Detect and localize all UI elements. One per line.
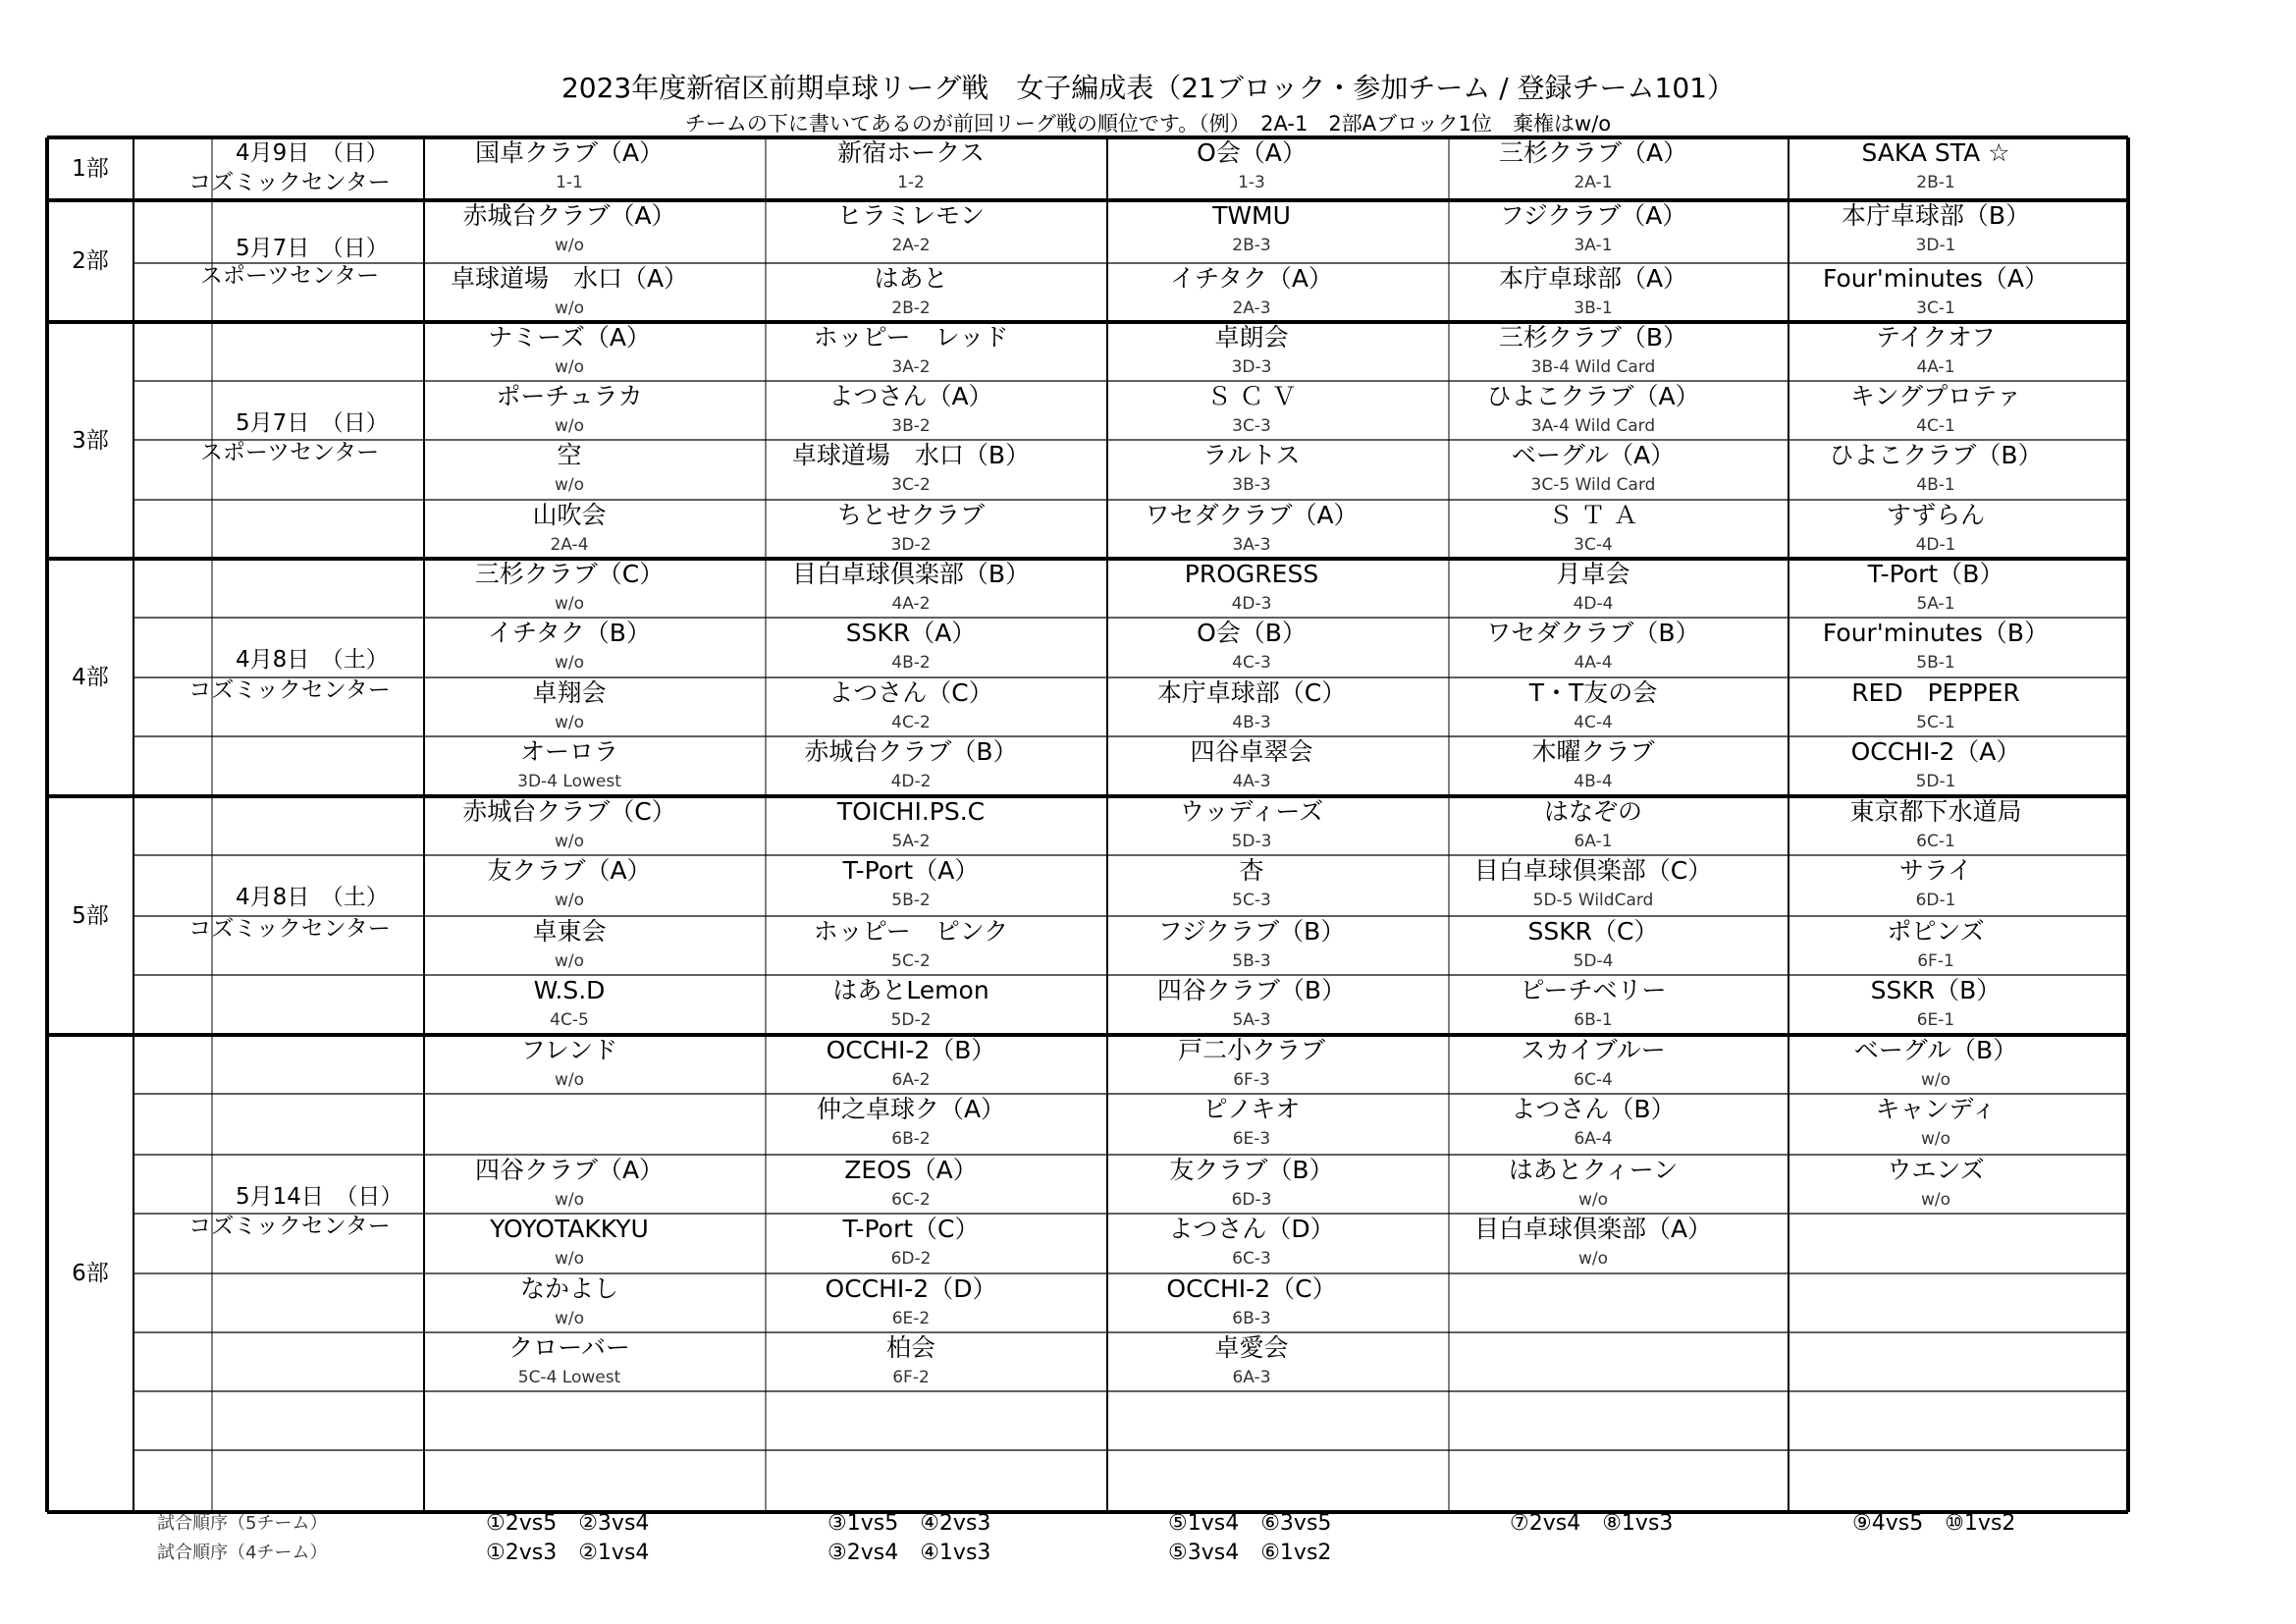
previous-rank: 5C-4 Lowest: [517, 1368, 621, 1387]
previous-rank: 5D-3: [1231, 832, 1272, 851]
previous-rank: 5A-2: [891, 832, 931, 851]
division-date: 4月8日 （土）: [236, 647, 389, 673]
team-name: ピノキオ: [1202, 1095, 1301, 1123]
previous-rank: w/o: [554, 1249, 585, 1269]
previous-rank: 5C-3: [1232, 891, 1271, 910]
previous-rank: 4A-2: [891, 594, 931, 614]
previous-rank: 1-1: [556, 173, 583, 192]
team-name: RED PEPPER: [1851, 678, 2020, 707]
team-name: Four'minutes（A）: [1822, 264, 2050, 293]
division-venue: スポーツセンター: [199, 440, 380, 465]
previous-rank: 2B-1: [1916, 173, 1955, 192]
team-name: ひよこクラブ（B）: [1829, 441, 2043, 469]
previous-rank: 3D-2: [890, 535, 932, 555]
team-name: ピーチベリー: [1520, 976, 1667, 1004]
previous-rank: 5B-1: [1916, 653, 1955, 673]
team-name: ホッピー レッド: [813, 323, 1009, 352]
division-name: 3部: [72, 427, 109, 454]
team-name: O会（B）: [1197, 619, 1307, 647]
division-venue: コズミックセンター: [188, 916, 391, 942]
previous-rank: 4C-5: [550, 1010, 589, 1030]
team-name: ベーグル（A）: [1511, 441, 1676, 469]
previous-rank: 4C-2: [891, 713, 931, 732]
previous-rank: 6E-1: [1916, 1010, 1955, 1030]
team-name: ワセダクラブ（B）: [1486, 619, 1700, 647]
previous-rank: 3B-1: [1574, 298, 1613, 318]
previous-rank: w/o: [554, 416, 585, 436]
team-name: ウエンズ: [1887, 1156, 1985, 1184]
team-name: 卓球道場 水口（B）: [791, 441, 1031, 469]
division-date: 4月8日 （土）: [236, 885, 389, 910]
previous-rank: w/o: [554, 1190, 585, 1210]
team-name: よつさん（A）: [828, 382, 993, 410]
team-name: 卓球道場 水口（A）: [450, 264, 689, 293]
match-order-five-item: ⑦2vs4 ⑧1vs3: [1510, 1511, 1674, 1536]
ranking-note: チームの下に書いてあるのが前回リーグ戦の順位です。（例） 2A-1 2部Aブロック1位 棄権はw/o: [684, 112, 1612, 135]
division-name: 6部: [72, 1261, 109, 1286]
team-name: サライ: [1898, 856, 1973, 885]
team-name: SSKR（A）: [845, 619, 977, 647]
team-name: 木曜クラブ: [1531, 737, 1655, 766]
previous-rank: 4B-4: [1574, 772, 1613, 791]
team-name: 卓東会: [532, 917, 607, 946]
previous-rank: 6C-1: [1916, 832, 1955, 851]
team-name: 山吹会: [532, 501, 607, 529]
match-order-four-item: ③2vs4 ④1vs3: [828, 1541, 991, 1565]
previous-rank: 3A-4 Wild Card: [1530, 416, 1656, 436]
team-name: ちとせクラブ: [836, 501, 985, 529]
previous-rank: 6D-1: [1915, 891, 1956, 910]
team-name: 月卓会: [1556, 560, 1630, 588]
team-name: 戸二小クラブ: [1177, 1036, 1325, 1064]
page-title: 2023年度新宿区前期卓球リーグ戦 女子編成表（21ブロック・参加チーム / 登録チーム101）: [561, 72, 1735, 104]
team-name: 仲之卓球ク（A）: [816, 1095, 1006, 1123]
division-date: 5月7日 （日）: [236, 410, 389, 436]
previous-rank: 2B-2: [891, 298, 931, 318]
previous-rank: 5D-2: [890, 1010, 932, 1030]
previous-rank: 6E-2: [891, 1309, 931, 1328]
team-name: 東京都下水道局: [1849, 797, 2022, 826]
team-name: クローバー: [508, 1333, 630, 1362]
previous-rank: 6D-3: [1231, 1190, 1272, 1210]
team-name: 柏会: [885, 1333, 935, 1362]
team-name: Ｓ Ｃ Ｖ: [1206, 382, 1297, 410]
previous-rank: 3A-2: [891, 357, 931, 377]
team-name: はあと: [874, 264, 948, 293]
previous-rank: w/o: [554, 357, 585, 377]
match-order-five-item: ⑤1vs4 ⑥3vs5: [1168, 1511, 1332, 1536]
team-name: よつさん（B）: [1511, 1095, 1676, 1123]
team-name: 卓愛会: [1214, 1333, 1289, 1362]
team-name: OCCHI-2（D）: [825, 1274, 997, 1303]
previous-rank: 3D-1: [1915, 236, 1956, 255]
team-name: 本庁卓球部（C）: [1156, 678, 1347, 707]
team-name: はあとLemon: [832, 976, 989, 1004]
team-name: スカイブルー: [1521, 1036, 1666, 1064]
team-name: ポピンズ: [1887, 917, 1985, 946]
division-date: 5月14日 （日）: [236, 1184, 403, 1210]
previous-rank: w/o: [1920, 1129, 1951, 1149]
previous-rank: 6C-2: [891, 1190, 931, 1210]
team-name: 四谷卓翠会: [1190, 737, 1313, 766]
team-name: W.S.D: [533, 976, 606, 1004]
team-name: ZEOS（A）: [844, 1156, 978, 1184]
previous-rank: 3B-2: [891, 416, 931, 436]
match-order-five-item: ⑨4vs5 ⑩1vs2: [1852, 1511, 2016, 1536]
previous-rank: 4C-1: [1916, 416, 1955, 436]
team-name: はなぞの: [1543, 797, 1642, 826]
previous-rank: 6D-2: [890, 1249, 932, 1269]
team-name: イチタク（B）: [488, 619, 651, 647]
previous-rank: 6A-4: [1574, 1129, 1613, 1149]
team-name: SSKR（B）: [1870, 976, 2002, 1004]
previous-rank: 3D-3: [1231, 357, 1272, 377]
team-name: なかよし: [519, 1274, 618, 1303]
previous-rank: 6A-3: [1232, 1368, 1271, 1387]
match-order-five-label: 試合順序（5チーム）: [157, 1513, 328, 1534]
team-name: O会（A）: [1197, 138, 1307, 167]
team-name: ワセダクラブ（A）: [1145, 501, 1359, 529]
team-name: 空: [557, 441, 582, 469]
division-name: 1部: [72, 156, 109, 182]
division-venue: コズミックセンター: [188, 677, 391, 703]
previous-rank: 2B-3: [1232, 236, 1271, 255]
division-venue: コズミックセンター: [188, 170, 391, 195]
previous-rank: 4A-3: [1232, 772, 1271, 791]
previous-rank: 5B-3: [1232, 951, 1271, 971]
previous-rank: w/o: [554, 236, 585, 255]
previous-rank: 5D-1: [1915, 772, 1956, 791]
previous-rank: w/o: [554, 298, 585, 318]
previous-rank: w/o: [1920, 1190, 1951, 1210]
team-name: はあとクィーン: [1508, 1156, 1679, 1184]
team-name: よつさん（D）: [1168, 1215, 1335, 1243]
previous-rank: w/o: [1577, 1249, 1609, 1269]
team-name: PROGRESS: [1184, 560, 1319, 588]
team-name: 三杉クラブ（B）: [1498, 323, 1688, 352]
team-name: 卓朗会: [1214, 323, 1289, 352]
match-order-five-item: ③1vs5 ④2vs3: [828, 1511, 991, 1536]
previous-rank: 4B-2: [891, 653, 931, 673]
team-name: 四谷クラブ（B）: [1156, 976, 1347, 1004]
previous-rank: 6C-4: [1574, 1070, 1613, 1090]
match-order-four-item: ①2vs3 ②1vs4: [486, 1541, 650, 1565]
team-name: Four'minutes（B）: [1822, 619, 2050, 647]
previous-rank: 4D-1: [1915, 535, 1956, 555]
team-name: SSKR（C）: [1527, 917, 1659, 946]
team-name: フジクラブ（A）: [1499, 201, 1687, 230]
team-name: 卓翔会: [532, 678, 607, 707]
previous-rank: 4D-4: [1573, 594, 1614, 614]
team-name: 新宿ホークス: [837, 138, 985, 167]
previous-rank: 4D-2: [890, 772, 932, 791]
previous-rank: 6B-3: [1232, 1309, 1271, 1328]
previous-rank: 2A-4: [550, 535, 589, 555]
previous-rank: 6C-3: [1232, 1249, 1271, 1269]
division-date: 4月9日 （日）: [236, 140, 389, 166]
previous-rank: 5B-2: [891, 891, 931, 910]
previous-rank: w/o: [554, 594, 585, 614]
team-name: イチタク（A）: [1170, 264, 1333, 293]
previous-rank: 6F-1: [1917, 951, 1954, 971]
previous-rank: w/o: [554, 891, 585, 910]
previous-rank: 3C-1: [1916, 298, 1955, 318]
team-name: TWMU: [1212, 201, 1291, 230]
previous-rank: 2A-1: [1574, 173, 1613, 192]
team-name: 本庁卓球部（A）: [1498, 264, 1688, 293]
team-name: オーロラ: [519, 737, 618, 766]
team-name: 目白卓球倶楽部（B）: [791, 560, 1031, 588]
previous-rank: w/o: [1920, 1070, 1951, 1090]
previous-rank: 6F-3: [1233, 1070, 1270, 1090]
team-name: 赤城台クラブ（A）: [462, 201, 676, 230]
match-order-four-item: ⑤3vs4 ⑥1vs2: [1168, 1541, 1332, 1565]
team-name: 目白卓球倶楽部（C）: [1473, 856, 1713, 885]
previous-rank: 3C-2: [891, 475, 931, 495]
team-name: 赤城台クラブ（C）: [462, 797, 676, 826]
team-name: すずらん: [1886, 501, 1986, 529]
previous-rank: w/o: [554, 653, 585, 673]
previous-rank: 1-3: [1238, 173, 1265, 192]
previous-rank: 4B-3: [1232, 713, 1271, 732]
previous-rank: w/o: [554, 832, 585, 851]
previous-rank: 3B-4 Wild Card: [1530, 357, 1656, 377]
division-name: 5部: [72, 902, 109, 929]
team-name: フジクラブ（B）: [1157, 917, 1346, 946]
team-name: ウッディーズ: [1179, 797, 1324, 826]
team-name: 目白卓球倶楽部（A）: [1473, 1215, 1713, 1243]
match-order-five-item: ①2vs5 ②3vs4: [486, 1511, 650, 1536]
previous-rank: 3C-4: [1574, 535, 1613, 555]
division-venue: コズミックセンター: [188, 1214, 391, 1239]
previous-rank: 3A-1: [1574, 236, 1613, 255]
previous-rank: 2A-3: [1232, 298, 1271, 318]
team-name: T-Port（C）: [842, 1215, 980, 1243]
previous-rank: 1-2: [897, 173, 925, 192]
previous-rank: 4C-3: [1232, 653, 1271, 673]
previous-rank: 3A-3: [1232, 535, 1271, 555]
previous-rank: w/o: [554, 475, 585, 495]
team-name: OCCHI-2（B）: [826, 1036, 996, 1064]
team-name: フレンド: [520, 1036, 618, 1064]
team-name: T・T友の会: [1528, 678, 1658, 707]
previous-rank: 5A-3: [1232, 1010, 1271, 1030]
team-name: ヒラミレモン: [836, 201, 985, 230]
previous-rank: 6E-3: [1232, 1129, 1271, 1149]
previous-rank: 2A-2: [891, 236, 931, 255]
team-name: 三杉クラブ（C）: [474, 560, 665, 588]
previous-rank: w/o: [554, 1309, 585, 1328]
previous-rank: w/o: [554, 1070, 585, 1090]
previous-rank: 4D-3: [1231, 594, 1272, 614]
previous-rank: 3D-4 Lowest: [517, 772, 621, 791]
previous-rank: 5D-5 WildCard: [1532, 891, 1654, 910]
previous-rank: w/o: [1577, 1190, 1609, 1210]
previous-rank: 6B-2: [891, 1129, 931, 1149]
team-name: テイクオフ: [1875, 323, 1996, 352]
team-name: ラルトス: [1202, 441, 1301, 469]
match-order-four-label: 試合順序（4チーム）: [157, 1543, 328, 1563]
previous-rank: 3C-5 Wild Card: [1530, 475, 1656, 495]
division-venue: スポーツセンター: [199, 263, 380, 289]
team-name: YOYOTAKKYU: [490, 1215, 649, 1243]
team-name: 友クラブ（A）: [487, 856, 652, 885]
team-name: TOICHI.PS.C: [836, 797, 986, 826]
team-name: T-Port（B）: [1867, 560, 2004, 588]
team-name: キャンディ: [1875, 1095, 1997, 1123]
previous-rank: 4C-4: [1574, 713, 1613, 732]
previous-rank: 6A-1: [1574, 832, 1613, 851]
team-name: ポーチュラカ: [496, 382, 643, 410]
team-name: ひよこクラブ（A）: [1486, 382, 1700, 410]
previous-rank: w/o: [554, 951, 585, 971]
team-name: Ｓ Ｔ Ａ: [1548, 501, 1638, 529]
team-name: 国卓クラブ（A）: [474, 138, 665, 167]
previous-rank: 4B-1: [1916, 475, 1955, 495]
previous-rank: w/o: [554, 713, 585, 732]
team-name: 三杉クラブ（A）: [1498, 138, 1688, 167]
previous-rank: 5C-1: [1916, 713, 1955, 732]
team-name: よつさん（C）: [828, 678, 993, 707]
team-name: 本庁卓球部（B）: [1841, 201, 2031, 230]
team-name: T-Port（A）: [842, 856, 980, 885]
team-name: 四谷クラブ（A）: [474, 1156, 665, 1184]
previous-rank: 3B-3: [1232, 475, 1271, 495]
team-name: ナミーズ（A）: [488, 323, 651, 352]
previous-rank: 5A-1: [1916, 594, 1955, 614]
division-name: 2部: [72, 248, 109, 274]
previous-rank: 6A-2: [891, 1070, 931, 1090]
team-name: 杏: [1239, 856, 1264, 885]
previous-rank: 4A-1: [1916, 357, 1955, 377]
team-name: OCCHI-2（A）: [1850, 737, 2021, 766]
team-name: 赤城台クラブ（B）: [804, 737, 1018, 766]
team-name: SAKA STA ☆: [1861, 138, 2010, 167]
team-name: 友クラブ（B）: [1169, 1156, 1334, 1184]
division-date: 5月7日 （日）: [236, 236, 389, 261]
previous-rank: 6B-1: [1574, 1010, 1613, 1030]
previous-rank: 4A-4: [1574, 653, 1613, 673]
team-name: OCCHI-2（C）: [1166, 1274, 1337, 1303]
previous-rank: 3C-3: [1232, 416, 1271, 436]
previous-rank: 5D-4: [1573, 951, 1614, 971]
team-name: キングプロテァ: [1849, 382, 2022, 410]
team-name: ホッピー ピンク: [813, 917, 1009, 946]
division-name: 4部: [72, 665, 109, 690]
previous-rank: 6F-2: [892, 1368, 930, 1387]
previous-rank: 5C-2: [891, 951, 931, 971]
team-name: ベーグル（B）: [1853, 1036, 2018, 1064]
